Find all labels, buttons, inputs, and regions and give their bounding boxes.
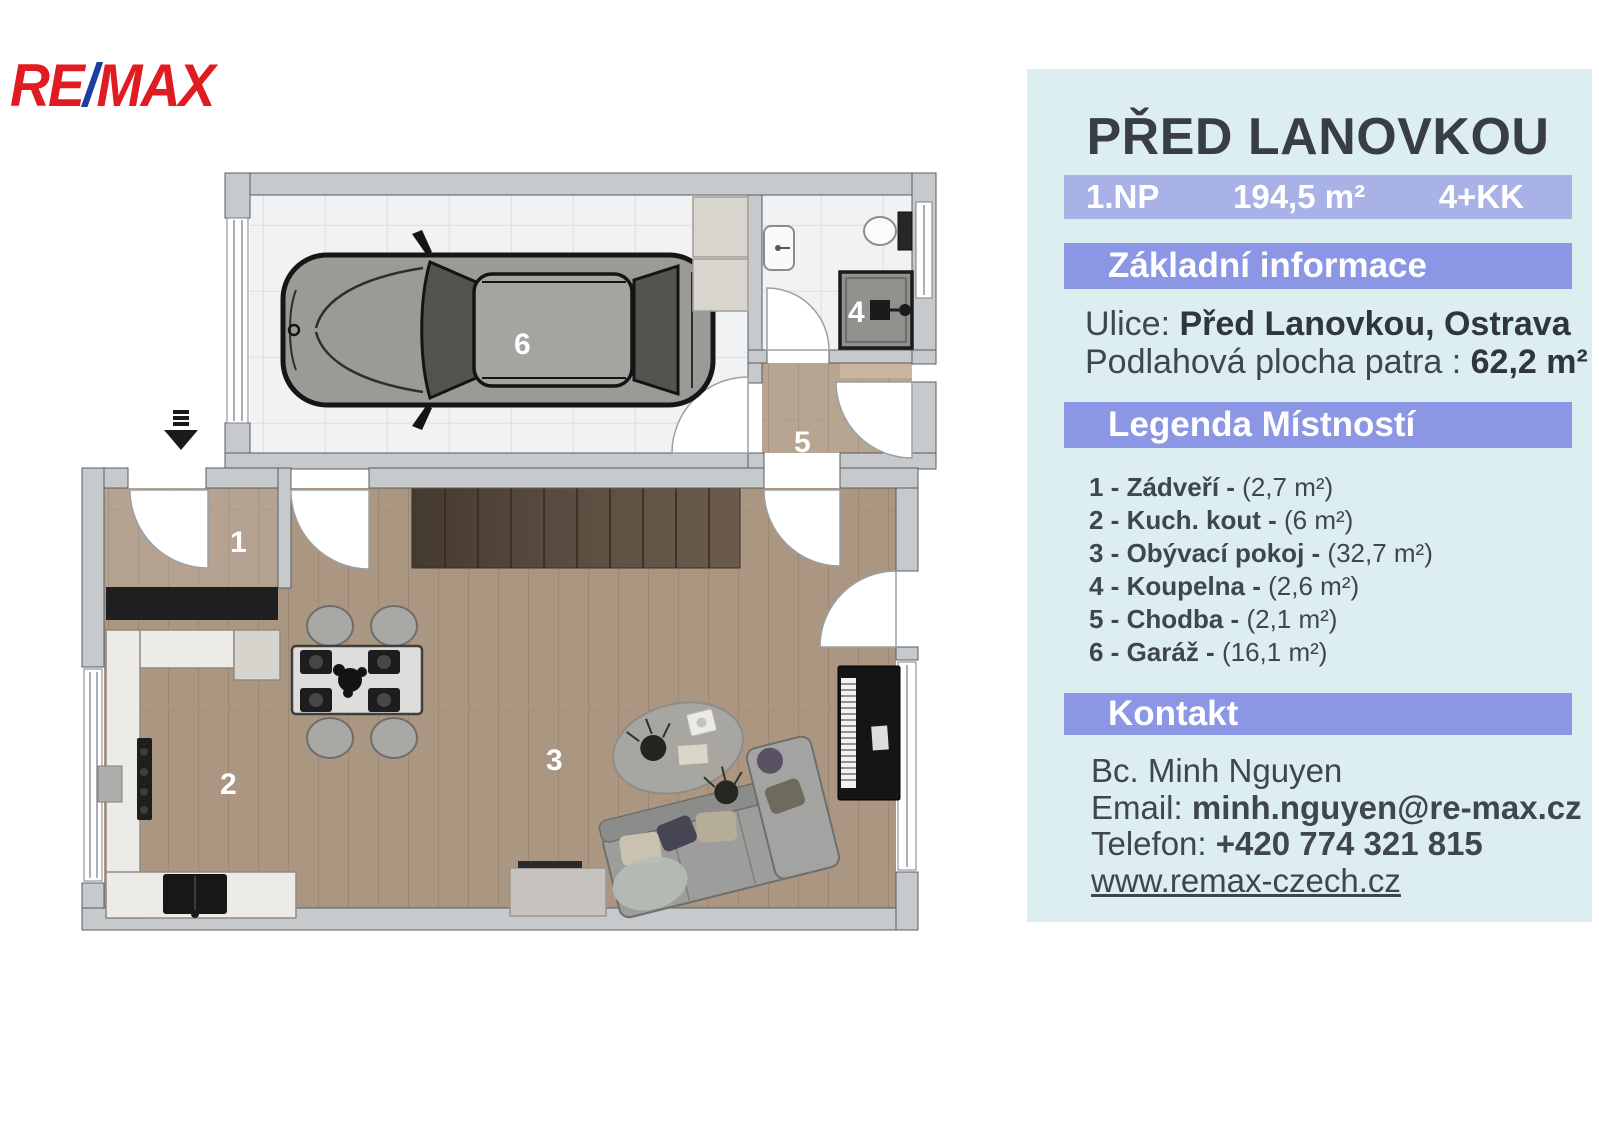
label-room-3: 3 — [546, 744, 563, 777]
section-header-legend: Legenda Místností — [1064, 402, 1572, 448]
room-legend — [1089, 471, 1433, 669]
label-room-4: 4 — [848, 296, 865, 329]
label-room-6: 6 — [514, 328, 531, 361]
contact-block — [1091, 753, 1582, 899]
tv — [518, 861, 582, 868]
legend-item: 3 - Obývací pokoj - (32,7 m²) — [1089, 538, 1433, 568]
floor-area-value: 62,2 m² — [1470, 343, 1588, 381]
website-line — [1091, 863, 1582, 900]
legend-item: 4 - Koupelna - (2,6 m²) — [1089, 571, 1360, 601]
page-title: PŘED LANOVKOU — [1086, 108, 1550, 166]
entrance-arrow — [164, 410, 198, 450]
phone-line — [1091, 826, 1582, 863]
logo-max: MAX — [96, 52, 214, 119]
remax-logo — [10, 52, 214, 119]
piano — [838, 666, 900, 800]
summary-layout: 4+KK — [1438, 178, 1524, 215]
street-line — [1085, 305, 1588, 343]
book — [677, 744, 708, 766]
label-room-5: 5 — [794, 426, 811, 459]
car-roof — [474, 274, 632, 386]
toilet-tank — [898, 212, 912, 250]
legend-item: 5 - Chodba - (2,1 m²) — [1089, 604, 1338, 634]
website-link[interactable]: www.remax-czech.cz — [1091, 861, 1401, 899]
hallway5-threshold — [840, 363, 912, 378]
email-line — [1091, 790, 1582, 827]
logo-slash: / — [83, 52, 97, 119]
tv-bench — [510, 861, 606, 916]
logo-re: RE — [10, 52, 84, 119]
agent-name: Bc. Minh Nguyen — [1091, 752, 1343, 789]
stairs — [412, 488, 740, 568]
toilet — [864, 217, 896, 245]
email-label: Email: — [1091, 788, 1183, 826]
phone-value: +420 774 321 815 — [1215, 825, 1483, 862]
rear-window — [634, 266, 678, 394]
street-value: Před Lanovkou, Ostrava — [1179, 305, 1571, 343]
email-value: minh.nguyen@re-max.cz — [1191, 788, 1582, 826]
fridge — [234, 630, 280, 680]
floor-plan — [78, 160, 940, 942]
label-room-1: 1 — [230, 526, 247, 559]
summary-area: 194,5 m² — [1232, 178, 1366, 215]
section-header-basic-info: Základní informace — [1064, 243, 1572, 289]
windshield — [422, 262, 476, 398]
garage-door-window — [227, 218, 248, 423]
floor-area-line — [1085, 343, 1588, 381]
car — [283, 230, 713, 430]
section-header-contact: Kontakt — [1064, 693, 1572, 735]
wall-vent — [98, 766, 122, 802]
summary-bar — [1064, 175, 1572, 219]
legend-item: 6 - Garáž - (16,1 m²) — [1089, 637, 1328, 667]
garage-cabinets — [693, 197, 748, 311]
wardrobe — [106, 587, 278, 620]
legend-item: 2 - Kuch. kout - (6 m²) — [1089, 505, 1354, 535]
phone-label: Telefon: — [1091, 825, 1207, 862]
floor-area-label: Podlahová plocha patra : — [1085, 343, 1462, 381]
info-panel — [1027, 69, 1592, 922]
basic-info-block — [1085, 305, 1588, 381]
legend-item: 1 - Zádveří - (2,7 m²) — [1089, 472, 1334, 502]
summary-floor: 1.NP — [1086, 178, 1160, 215]
label-room-2: 2 — [220, 768, 237, 801]
street-label: Ulice: — [1085, 305, 1171, 343]
